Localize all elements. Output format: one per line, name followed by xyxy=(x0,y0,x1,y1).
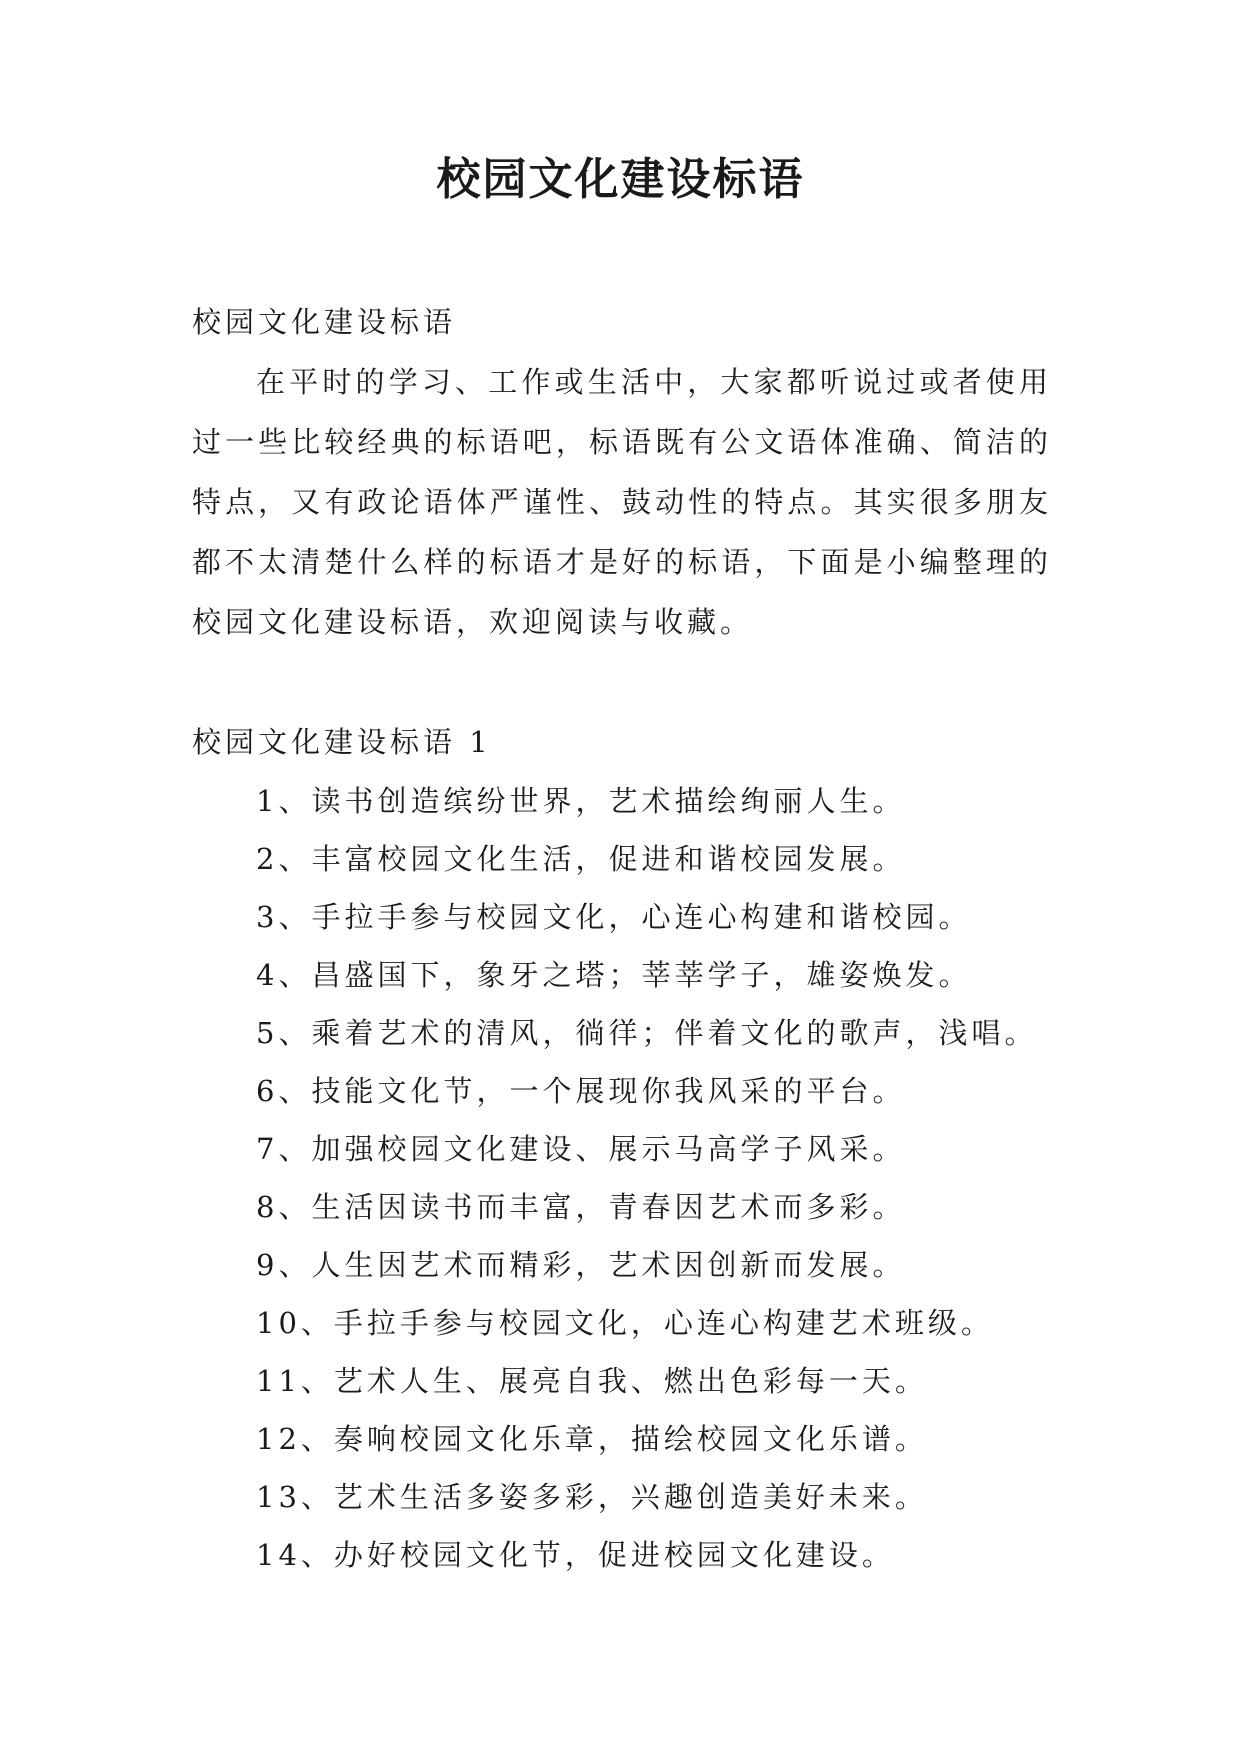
slogan-item: 9、人生因艺术而精彩，艺术因创新而发展。 xyxy=(256,1248,906,1282)
subheading: 校园文化建设标语 xyxy=(192,305,457,339)
slogan-item: 11、艺术人生、展亮自我、燃出色彩每一天。 xyxy=(256,1364,928,1398)
slogan-item: 3、手拉手参与校园文化，心连心构建和谐校园。 xyxy=(256,900,972,934)
slogan-item: 4、昌盛国下，象牙之塔；莘莘学子，雄姿焕发。 xyxy=(256,958,972,992)
section-title: 校园文化建设标语 1 xyxy=(192,725,492,759)
slogan-item: 6、技能文化节，一个展现你我风采的平台。 xyxy=(256,1074,906,1108)
slogan-list xyxy=(192,772,1052,1584)
slogan-item: 7、加强校园文化建设、展示马高学子风采。 xyxy=(256,1132,906,1166)
document-title: 校园文化建设标语 xyxy=(436,154,805,205)
slogan-item: 1、读书创造缤纷世界，艺术描绘绚丽人生。 xyxy=(256,784,906,818)
slogan-item: 13、艺术生活多姿多彩，兴趣创造美好未来。 xyxy=(256,1480,928,1514)
paragraph-spacer xyxy=(192,652,1052,712)
slogan-item: 8、生活因读书而丰富，青春因艺术而多彩。 xyxy=(256,1190,906,1224)
slogan-item: 10、手拉手参与校园文化，心连心构建艺术班级。 xyxy=(256,1306,994,1340)
slogan-item: 14、办好校园文化节，促进校园文化建设。 xyxy=(256,1538,895,1572)
slogan-item: 2、丰富校园文化生活，促进和谐校园发展。 xyxy=(256,842,906,876)
slogan-item: 12、奏响校园文化乐章，描绘校园文化乐谱。 xyxy=(256,1422,928,1456)
document-body xyxy=(192,292,1052,1584)
slogan-item: 5、乘着艺术的清风，徜徉；伴着文化的歌声，浅唱。 xyxy=(256,1016,1038,1050)
intro-paragraph: 在平时的学习、工作或生活中，大家都听说过或者使用过一些比较经典的标语吧，标语既有公文语体准确、简洁的特点，又有政论语体严谨性、鼓动性的特点。其实很多朋友都不太清楚什么样的标语才是好的标语，下面是小编整理的校园文化建设标语，欢迎阅读与收藏。 xyxy=(192,365,1052,639)
